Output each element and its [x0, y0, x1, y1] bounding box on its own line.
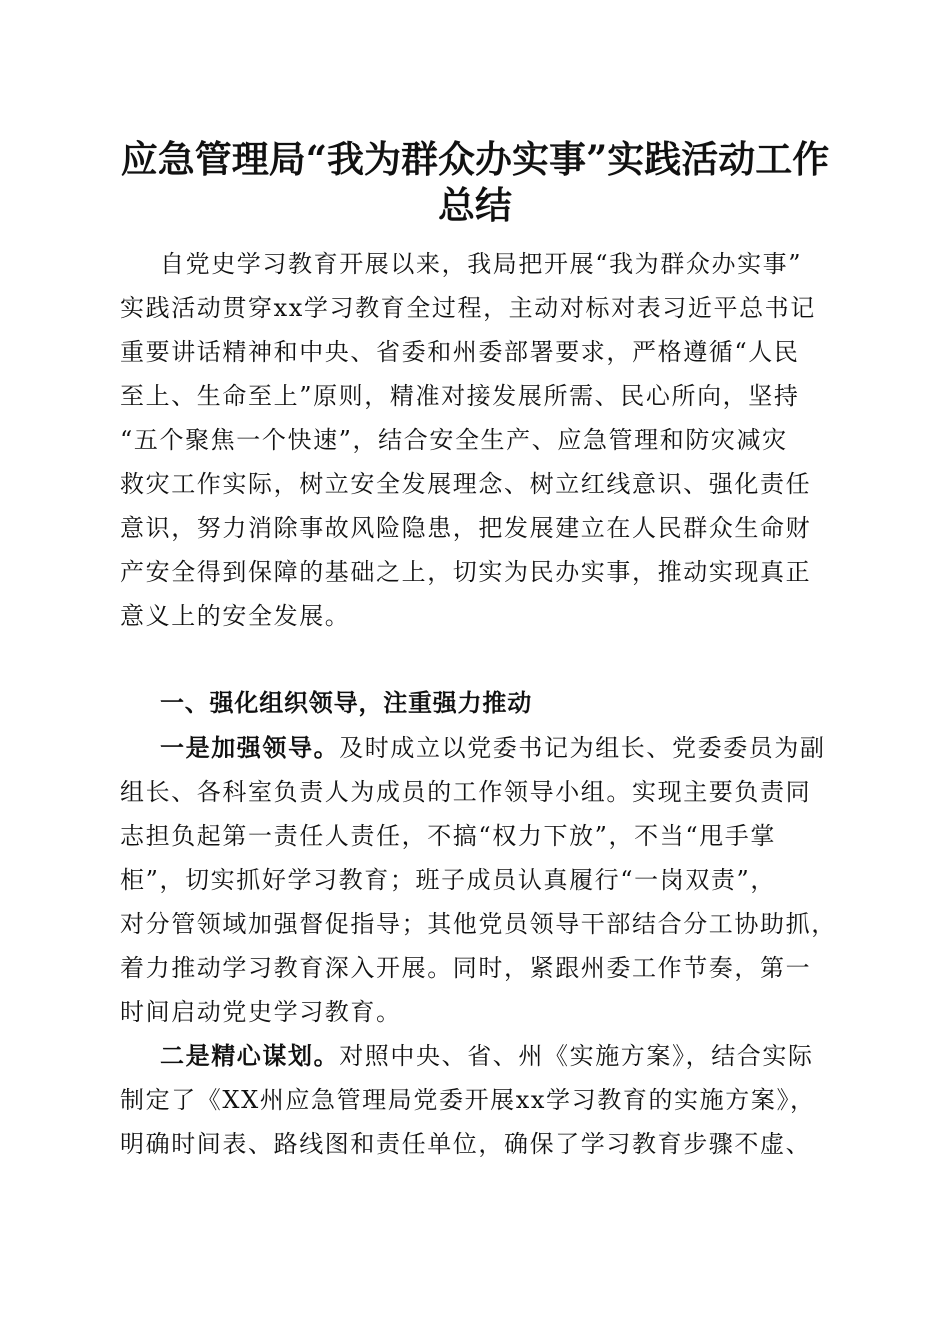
paragraph-line: 意识，努力消除事故风险隐患，把发展建立在人民群众生命财	[120, 514, 812, 542]
paragraph-line: 重要讲话精神和中央、省委和州委部署要求，严格遵循“人民	[120, 338, 800, 366]
document-title-line-1: 应急管理局“我为群众办实事”实践活动工作	[120, 137, 830, 181]
paragraph-strengthen-leadership	[120, 726, 837, 1034]
paragraph-line: 志担负起第一责任人责任，不搞“权力下放”，不当“甩手掌	[120, 822, 777, 850]
paragraph-text: 对照中央、省、州《实施方案》，结合实际	[339, 1042, 814, 1070]
paragraph-line	[120, 726, 830, 770]
document-title-line-2: 总结	[438, 183, 512, 227]
paragraph-careful-planning	[120, 1034, 830, 1166]
paragraph-line: 意义上的安全发展。	[120, 602, 351, 630]
intro-paragraph	[120, 242, 830, 638]
section-heading: 一、强化组织领导，注重强力推动	[160, 689, 532, 717]
paragraph-line: 产安全得到保障的基础之上，切实为民办实事，推动实现真正	[120, 558, 812, 586]
paragraph-line: 自党史学习教育开展以来，我局把开展“我为群众办实事”	[160, 250, 803, 278]
paragraph-line: 救灾工作实际，树立安全发展理念、树立红线意识、强化责任	[120, 470, 812, 498]
paragraph-text: 及时成立以党委书记为组长、党委委员为副	[339, 734, 826, 762]
paragraph-line	[120, 1034, 830, 1078]
paragraph-line: 着力推动学习教育深入开展。同时，紧跟州委工作节奏，第一	[120, 954, 812, 982]
paragraph-line: “五个聚焦一个快速”，结合安全生产、应急管理和防灾减灾	[120, 426, 788, 454]
paragraph-line: 组长、各科室负责人为成员的工作领导小组。实现主要负责同	[120, 778, 812, 806]
paragraph-line: 柜”，切实抓好学习教育；班子成员认真履行“一岗双责”，	[120, 866, 777, 894]
paragraph-lead: 二是精心谋划。	[160, 1042, 340, 1070]
paragraph-line: 对分管领域加强督促指导；其他党员领导干部结合分工协助抓，	[120, 910, 837, 938]
paragraph-lead: 一是加强领导。	[160, 734, 340, 762]
paragraph-line: 时间启动党史学习教育。	[120, 998, 402, 1026]
paragraph-line: 明确时间表、路线图和责任单位，确保了学习教育步骤不虚、	[120, 1130, 812, 1158]
paragraph-line: 至上、生命至上”原则，精准对接发展所需、民心所向，坚持	[120, 382, 800, 410]
paragraph-line: 制定了《XX州应急管理局党委开展xx学习教育的实施方案》，	[120, 1086, 816, 1114]
paragraph-line: 实践活动贯穿xx学习教育全过程，主动对标对表习近平总书记	[120, 294, 816, 322]
